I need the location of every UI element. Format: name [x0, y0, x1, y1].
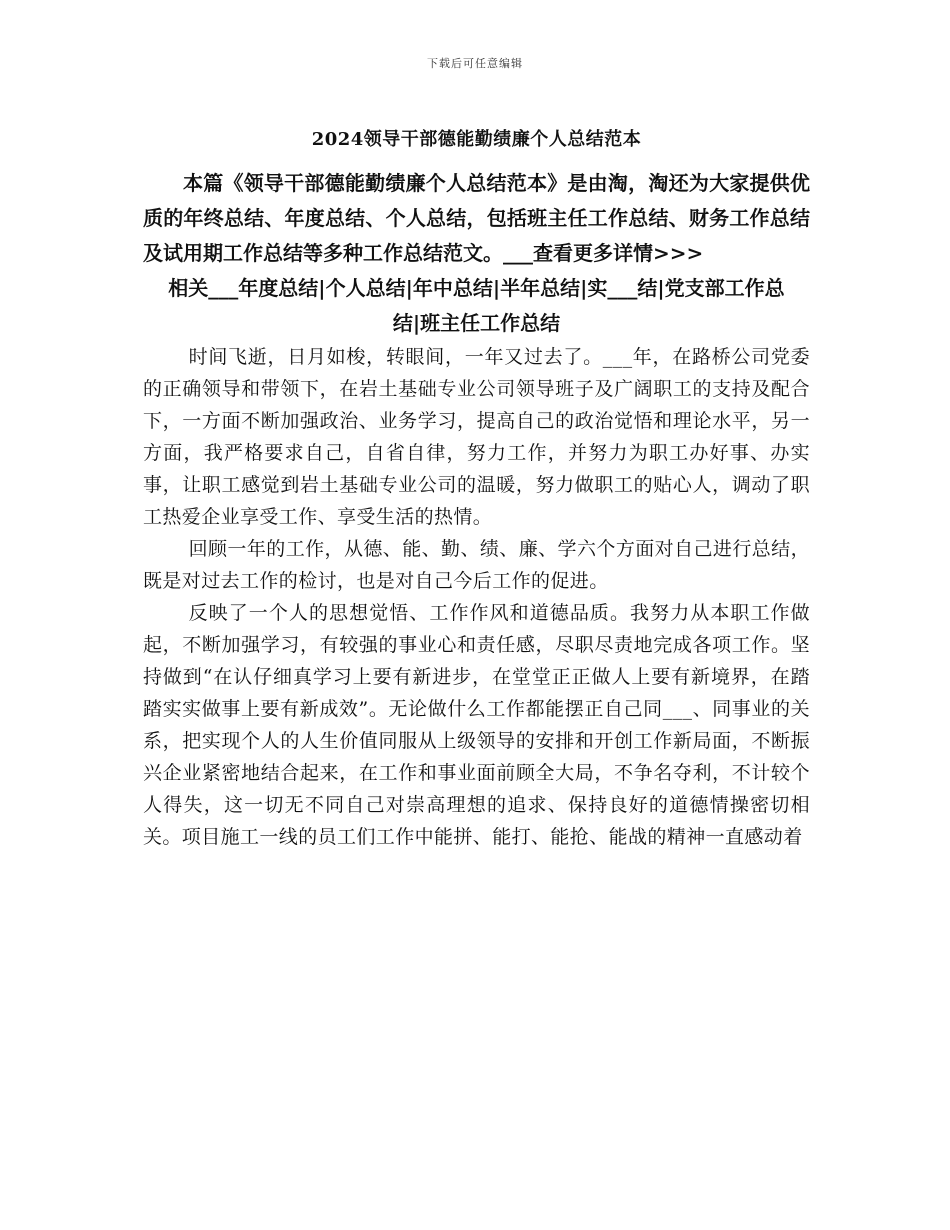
body-paragraph-1: 时间飞逝，日月如梭，转眼间，一年又过去了。___年，在路桥公司党委的正确领导和带领下，在岩土基础专业公司领导班子及广阔职工的支持及配合下，一方面不断加强政治、业务学习，提高自己的政治觉悟和理论水平，另一方面，我严格要求自己，自省自律，努力工作，并努力为职工办好事、办实事，让职工感觉到岩土基础专业公司的温暖，努力做职工的贴心人，调动了职工热爱企业享受工作、享受生活的热情。 — [143, 346, 810, 528]
related-links: 相关___年度总结|个人总结|年中总结|半年总结|实___结|党支部工作总结|班主任工作总结 — [168, 276, 785, 335]
body-paragraph-2: 回顾一年的工作，从德、能、勤、绩、廉、学六个方面对自己进行总结，既是对过去工作的检讨，也是对自己今后工作的促进。 — [143, 538, 810, 592]
document-title: 2024领导干部德能勤绩廉个人总结范本 — [311, 129, 642, 150]
body-paragraph-3: 反映了一个人的思想觉悟、工作作风和道德品质。我努力从本职工作做起，不断加强学习，有较强的事业心和责任感，尽职尽责地完成各项工作。坚持做到“在认仔细真学习上要有新进步，在堂堂正正做人上要有新境界，在踏踏实实做事上要有新成效”。无论做什么工作都能摆正自己同___、同事业的关系，把实现个人的人生价值同服从上级领导的安排和开创工作新局面，不断振兴企业紧密地结合起来，在工作和事业面前顾全大局，不争名夺利，不计较个人得失，这一切无不同自己对崇高理想的追求、保持良好的道德情操密切相关。项目施工一线的员工们工作中能拼、能打、能抢、能战的精神一直感动着 — [143, 602, 810, 848]
intro-paragraph: 本篇《领导干部德能勤绩廉个人总结范本》是由淘，淘还为大家提供优质的年终总结、年度总结、个人总结，包括班主任工作总结、财务工作总结及试用期工作总结等多种工作总结范文。___查看更多详情>>> — [143, 171, 810, 265]
header-note: 下载后可任意编辑 — [427, 57, 523, 70]
document-content — [143, 124, 810, 853]
